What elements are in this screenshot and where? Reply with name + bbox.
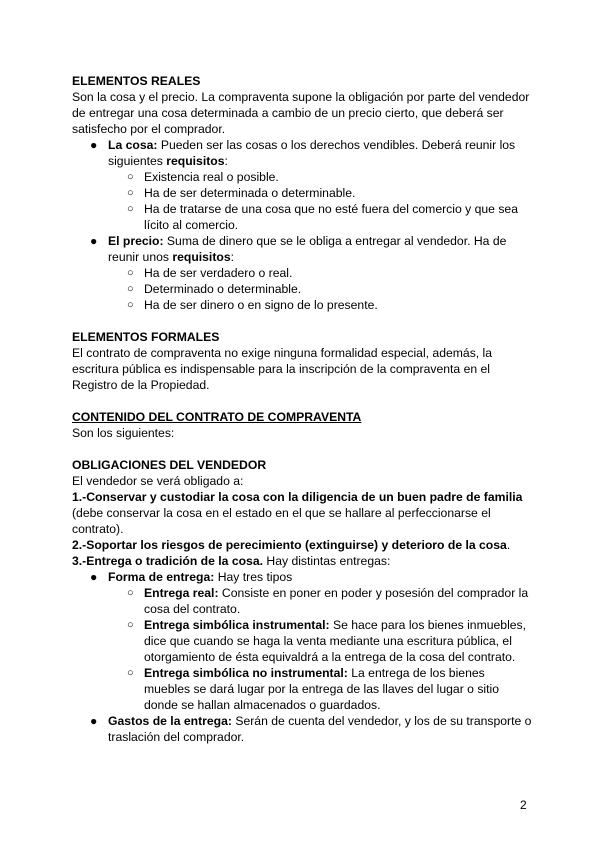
heading-elementos-reales: ELEMENTOS REALES bbox=[72, 74, 201, 88]
sublist-item bbox=[72, 585, 532, 617]
circle-bullet-icon: ○ bbox=[127, 667, 134, 679]
list-item-el-precio bbox=[72, 233, 532, 265]
label-entrega-real: Entrega real: bbox=[144, 586, 219, 600]
circle-bullet-icon: ○ bbox=[127, 187, 134, 199]
text-gastos-entrega: Serán de cuenta del vendedor, y los de su transporte o traslación del comprador. bbox=[108, 714, 532, 744]
sublist-text: Existencia real o posible. bbox=[144, 170, 279, 184]
page-number: 2 bbox=[520, 798, 527, 812]
sublist-item bbox=[72, 265, 532, 281]
sublist-item bbox=[72, 617, 532, 665]
label-entrega-simbolica-no-instrumental: Entrega simbólica no instrumental: bbox=[144, 666, 348, 680]
document-page bbox=[72, 73, 532, 745]
circle-bullet-icon: ○ bbox=[127, 619, 134, 631]
label-gastos-entrega: Gastos de la entrega: bbox=[108, 714, 232, 728]
paragraph-vendedor-intro: El vendedor se verá obligado a: bbox=[72, 474, 244, 488]
circle-bullet-icon: ○ bbox=[127, 299, 134, 311]
label-forma-entrega: Forma de entrega: bbox=[108, 570, 215, 584]
sublist-text: Se hace para los bienes inmuebles, dice que cuando se haga la venta mediante una escritura pública, el otorgamiento de ésta equivaldrá a la entrega de la cosa del contrato. bbox=[144, 618, 527, 664]
heading-contenido-contrato: CONTENIDO DEL CONTRATO DE COMPRAVENTA bbox=[72, 410, 362, 424]
obligation-2-text: . bbox=[506, 538, 511, 552]
sublist-item bbox=[72, 665, 532, 713]
obligation-1 bbox=[72, 489, 532, 537]
paragraph-formales: El contrato de compraventa no exige ninguna formalidad especial, además, la escritura pública es indispensable para la inscripción de la compraventa en el Registro de la Propiedad. bbox=[72, 346, 493, 392]
label-entrega-simbolica-instrumental: Entrega simbólica instrumental: bbox=[144, 618, 330, 632]
label-requisitos: requisitos bbox=[166, 154, 225, 168]
paragraph-reales-intro: Son la cosa y el precio. La compraventa supone la obligación por parte del vendedor de entregar una cosa determinada a cambio de un precio cierto, que deberá ser satisfecho por el comprador. bbox=[72, 90, 530, 136]
sublist-text: Determinado o determinable. bbox=[144, 282, 302, 296]
sublist-text: Ha de tratarse de una cosa que no esté fuera del comercio y que sea lícito al comercio. bbox=[144, 202, 518, 232]
paragraph-contenido: Son los siguientes: bbox=[72, 426, 175, 440]
list-item-forma-entrega bbox=[72, 569, 532, 585]
sublist-item bbox=[72, 281, 532, 297]
circle-bullet-icon: ○ bbox=[127, 267, 134, 279]
sublist-text: Ha de ser verdadero o real. bbox=[144, 266, 293, 280]
label-la-cosa: La cosa: bbox=[108, 138, 158, 152]
sublist-text: La entrega de los bienes muebles se dará lugar por la entrega de las llaves del lugar o sitio donde se hallan almacenados o guardados. bbox=[144, 666, 499, 712]
sublist-item bbox=[72, 201, 532, 233]
bullet-icon: ● bbox=[90, 570, 98, 584]
sublist-item bbox=[72, 169, 532, 185]
circle-bullet-icon: ○ bbox=[127, 587, 134, 599]
sublist-text: Consiste en poner en poder y posesión del comprador la cosa del contrato. bbox=[144, 586, 529, 616]
sublist-item bbox=[72, 185, 532, 201]
obligation-2 bbox=[72, 537, 532, 553]
sublist-text: Ha de ser dinero o en signo de lo presente. bbox=[144, 298, 378, 312]
circle-bullet-icon: ○ bbox=[127, 171, 134, 183]
text-la-cosa: Pueden ser las cosas o los derechos vendibles. Deberá reunir los siguientes bbox=[108, 138, 516, 168]
bullet-icon: ● bbox=[90, 138, 98, 152]
colon: : bbox=[230, 250, 234, 264]
label-requisitos: requisitos bbox=[172, 250, 231, 264]
list-item-gastos-entrega bbox=[72, 713, 532, 745]
text-forma-entrega: Hay tres tipos bbox=[214, 570, 293, 584]
obligation-2-title: 2.-Soportar los riesgos de perecimiento (extinguirse) y deterioro de la cosa bbox=[72, 538, 507, 552]
bullet-icon: ● bbox=[90, 714, 98, 728]
obligation-3-text: Hay distintas entregas: bbox=[263, 554, 391, 568]
sublist-item bbox=[72, 297, 532, 313]
bullet-icon: ● bbox=[90, 234, 98, 248]
obligation-3 bbox=[72, 553, 532, 569]
obligation-1-title: 1.-Conservar y custodiar la cosa con la diligencia de un buen padre de familia bbox=[72, 490, 523, 504]
list-item-la-cosa bbox=[72, 137, 532, 169]
circle-bullet-icon: ○ bbox=[127, 203, 134, 215]
label-el-precio: El precio: bbox=[108, 234, 164, 248]
circle-bullet-icon: ○ bbox=[127, 283, 134, 295]
text-el-precio: Suma de dinero que se le obliga a entregar al vendedor. Ha de reunir unos bbox=[108, 234, 507, 264]
sublist-text: Ha de ser determinada o determinable. bbox=[144, 186, 356, 200]
heading-obligaciones-vendedor: OBLIGACIONES DEL VENDEDOR bbox=[72, 458, 267, 472]
obligation-3-title: 3.-Entrega o tradición de la cosa. bbox=[72, 554, 263, 568]
colon: : bbox=[224, 154, 228, 168]
obligation-1-text: (debe conservar la cosa en el estado en el que se hallare al perfeccionarse el contrato). bbox=[72, 506, 491, 536]
heading-elementos-formales: ELEMENTOS FORMALES bbox=[72, 330, 220, 344]
